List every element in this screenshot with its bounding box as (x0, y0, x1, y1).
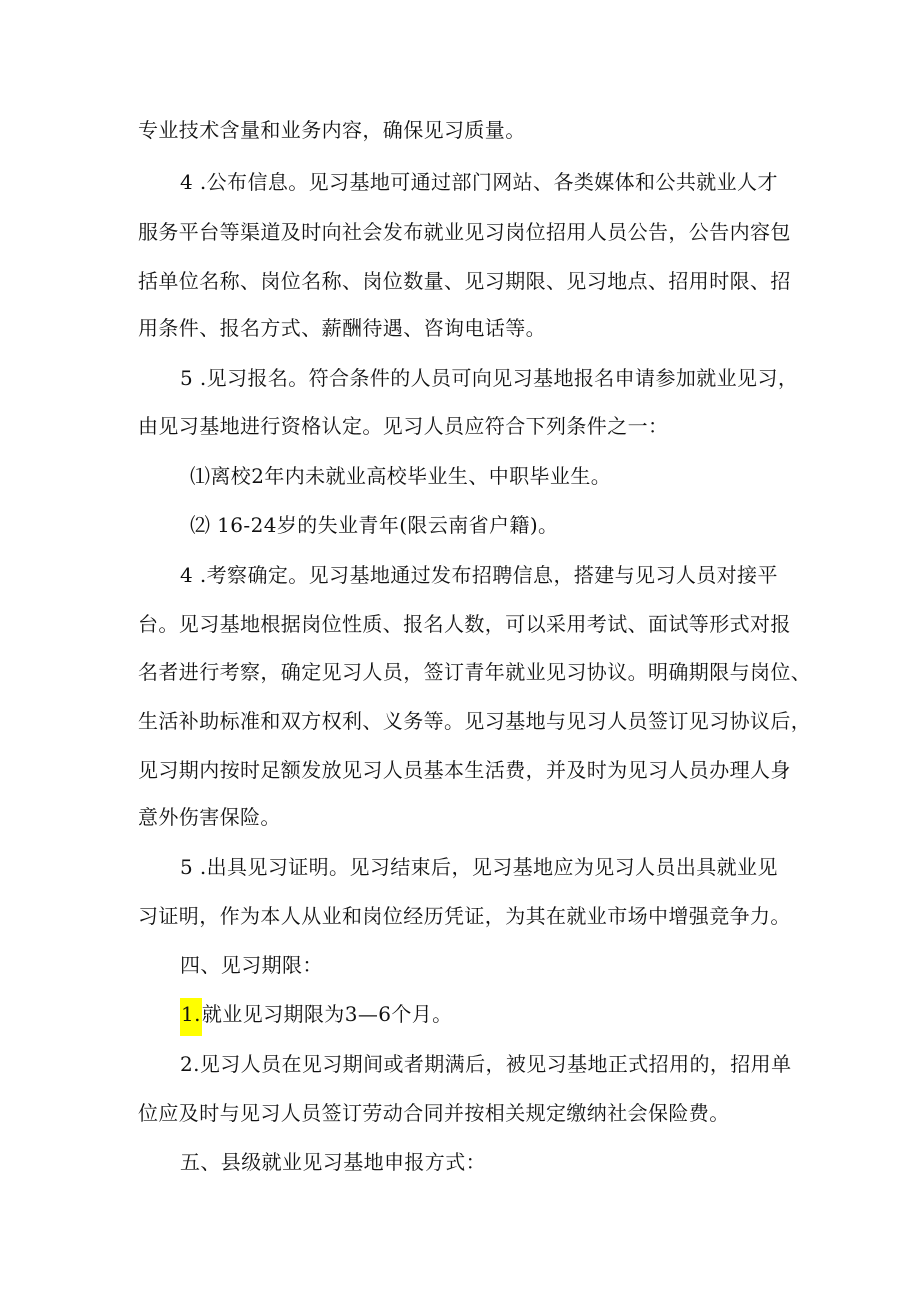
paragraph-line: 括单位名称、岗位名称、岗位数量、见习期限、见习地点、招用时限、招 (138, 269, 791, 293)
paragraph-line: 4 .公布信息。见习基地可通过部门网站、各类媒体和公共就业人才 (180, 170, 778, 194)
paragraph-line: 专业技术含量和业务内容，确保见习质量。 (138, 118, 526, 142)
paragraph-line: 台。见习基地根据岗位性质、报名人数，可以采用考试、面试等形式对报 (138, 612, 791, 636)
highlighted-number: 1. (180, 998, 202, 1036)
list-item: ⑵ 16-24岁的失业青年(限云南省户籍)。 (190, 513, 559, 537)
paragraph-line: 由见习基地进行资格认定。见习人员应符合下列条件之一： (138, 414, 669, 438)
list-item (180, 1001, 453, 1027)
paragraph-line: 4 .考察确定。见习基地通过发布招聘信息，搭建与见习人员对接平 (180, 563, 778, 587)
paragraph-line: 2.见习人员在见习期间或者期满后，被见习基地正式招用的，招用单 (180, 1052, 792, 1076)
paragraph-line: 位应及时与见习人员签订劳动合同并按相关规定缴纳社会保险费。 (138, 1101, 730, 1125)
paragraph-line: 名者进行考察，确定见习人员，签订青年就业见习协议。明确期限与岗位、 (138, 660, 812, 684)
paragraph-line: 5 .出具见习证明。见习结束后，见习基地应为见习人员出具就业见 (180, 855, 778, 879)
paragraph-line: 生活补助标准和双方权利、义务等。见习基地与见习人员签订见习协议后， (138, 709, 812, 733)
paragraph-line: 意外伤害保险。 (138, 805, 281, 829)
section-heading: 五、县级就业见习基地申报方式： (180, 1150, 486, 1174)
paragraph-line: 习证明，作为本人从业和岗位经历凭证，为其在就业市场中增强竞争力。 (138, 904, 791, 928)
paragraph-line: 用条件、报名方式、薪酬待遇、咨询电话等。 (138, 316, 546, 340)
paragraph-line: 5 .见习报名。符合条件的人员可向见习基地报名申请参加就业见习， (180, 366, 799, 390)
paragraph-line: 服务平台等渠道及时向社会发布就业见习岗位招用人员公告，公告内容包 (138, 220, 791, 244)
paragraph-line: 见习期内按时足额发放见习人员基本生活费，并及时为见习人员办理人身 (138, 758, 791, 782)
section-heading: 四、见习期限： (180, 953, 323, 977)
list-item-text: 就业见习期限为3—6个月。 (201, 1002, 453, 1026)
list-item: ⑴离校2年内未就业高校毕业生、中职毕业生。 (190, 464, 612, 488)
